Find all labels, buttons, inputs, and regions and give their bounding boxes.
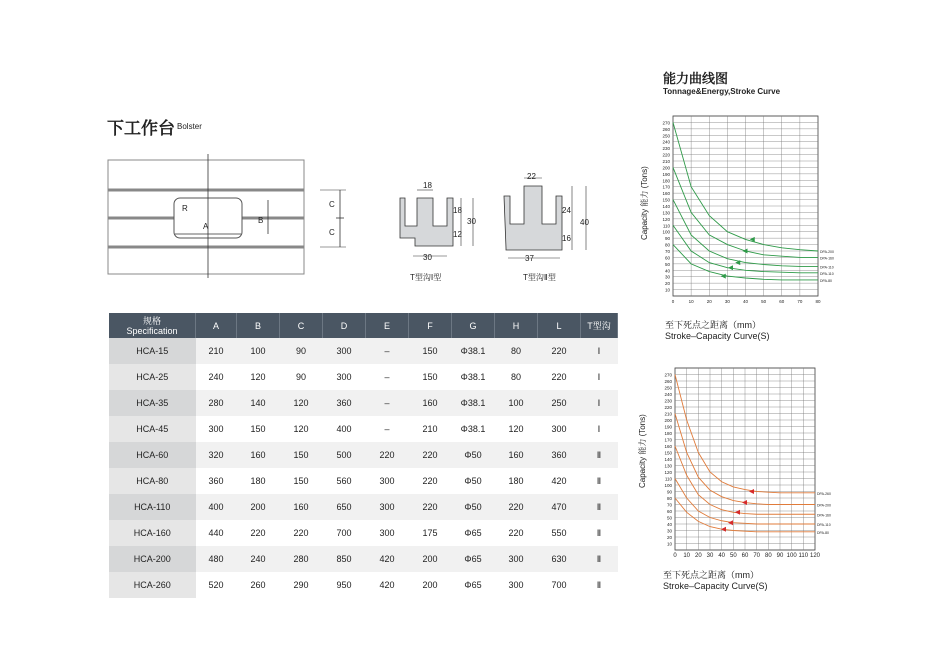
value-cell: Φ50 xyxy=(452,494,495,520)
chart2-xlabel-cn: 至下死点之距离（mm） xyxy=(663,570,759,580)
tslot2-dim-bottom: 37 xyxy=(525,254,534,263)
value-cell: 120 xyxy=(237,364,280,390)
y-tick-label: 170 xyxy=(662,184,670,190)
y-tick-label: 130 xyxy=(664,463,672,469)
value-cell: Φ50 xyxy=(452,442,495,468)
header-spec xyxy=(109,313,196,338)
x-tick-label: 30 xyxy=(706,553,714,559)
value-cell: 500 xyxy=(323,442,366,468)
y-tick-label: 160 xyxy=(664,444,672,449)
value-cell: 140 xyxy=(237,390,280,416)
value-cell: 220 xyxy=(366,442,409,468)
model-cell: HCA-200 xyxy=(109,546,196,572)
value-cell: 300 xyxy=(196,416,237,442)
x-tick-label: 30 xyxy=(724,299,730,304)
y-tick-label: 230 xyxy=(664,398,672,404)
bolster-label-a: A xyxy=(203,222,209,231)
header-c: C xyxy=(280,313,323,338)
y-tick-label: 120 xyxy=(664,470,672,475)
series-label: DPA-110 xyxy=(817,523,831,527)
table-row xyxy=(109,364,618,390)
y-tick-label: 20 xyxy=(666,535,672,540)
series-label: DPA-110 xyxy=(820,271,834,276)
model-cell: HCA-45 xyxy=(109,416,196,442)
header-h: H xyxy=(495,313,538,338)
model-cell: HCA-35 xyxy=(109,390,196,416)
tslot1-dim-bottom: 30 xyxy=(423,253,432,262)
x-tick-label: 20 xyxy=(706,299,712,304)
tslot2-dim-total: 40 xyxy=(580,218,589,227)
y-tick-label: 40 xyxy=(666,522,672,527)
y-tick-label: 250 xyxy=(662,133,670,139)
value-cell: 360 xyxy=(196,468,237,494)
value-cell: Φ65 xyxy=(452,572,495,598)
y-tick-label: 260 xyxy=(664,379,672,384)
value-cell: 220 xyxy=(495,494,538,520)
value-cell: 300 xyxy=(495,572,538,598)
series-label: DPA-260 xyxy=(817,491,831,496)
value-cell: 400 xyxy=(196,494,237,520)
value-cell: 120 xyxy=(280,416,323,442)
y-tick-label: 210 xyxy=(662,159,670,164)
tslot1-dim-h2: 12 xyxy=(453,230,462,239)
value-cell: 150 xyxy=(409,338,452,364)
tslot2-dim-h2: 16 xyxy=(562,234,571,243)
charts-title: 能力曲线图 xyxy=(663,72,729,87)
tslot1-dim-h1: 18 xyxy=(453,206,462,215)
model-cell: HCA-60 xyxy=(109,442,196,468)
green-capacity-chart xyxy=(655,108,835,308)
value-cell: Φ38.1 xyxy=(452,416,495,442)
table-row xyxy=(109,338,618,364)
value-cell: 240 xyxy=(196,364,237,390)
value-cell: Ⅱ xyxy=(581,572,618,598)
value-cell: Ⅰ xyxy=(581,338,618,364)
bolster-label-b: B xyxy=(258,216,264,225)
value-cell: 210 xyxy=(409,416,452,442)
y-tick-label: 170 xyxy=(664,437,672,443)
table-row xyxy=(109,416,618,442)
bolster-subtitle: Bolster xyxy=(177,122,202,131)
series-label: DPA-200 xyxy=(817,503,831,508)
series-label: DPA-80 xyxy=(820,278,832,283)
value-cell: 90 xyxy=(280,364,323,390)
value-cell: 470 xyxy=(538,494,581,520)
x-tick-label: 20 xyxy=(694,553,702,559)
tslot2-caption: T型沟Ⅱ型 xyxy=(523,273,556,282)
value-cell: 360 xyxy=(323,390,366,416)
value-cell: 160 xyxy=(280,494,323,520)
spec-table-body xyxy=(109,338,618,598)
value-cell: 160 xyxy=(409,390,452,416)
model-cell: HCA-160 xyxy=(109,520,196,546)
y-tick-label: 140 xyxy=(664,457,672,462)
y-tick-label: 80 xyxy=(664,242,670,248)
y-tick-label: 90 xyxy=(666,489,672,495)
y-tick-label: 190 xyxy=(662,171,670,177)
y-tick-label: 210 xyxy=(664,411,672,417)
x-tick-label: 80 xyxy=(764,553,772,559)
value-cell: 220 xyxy=(409,468,452,494)
value-cell: Ⅱ xyxy=(581,468,618,494)
table-row xyxy=(109,520,618,546)
y-tick-label: 130 xyxy=(662,210,670,216)
x-tick-label: 120 xyxy=(809,553,821,559)
table-row xyxy=(109,494,618,520)
y-tick-label: 110 xyxy=(662,223,670,229)
y-tick-label: 140 xyxy=(662,204,670,209)
value-cell: 150 xyxy=(280,468,323,494)
y-tick-label: 120 xyxy=(662,216,670,222)
value-cell: 440 xyxy=(196,520,237,546)
header-f: F xyxy=(409,313,452,338)
header-l: L xyxy=(538,313,581,338)
value-cell: 150 xyxy=(237,416,280,442)
value-cell: 950 xyxy=(323,572,366,598)
spec-table xyxy=(109,313,618,598)
y-tick-label: 200 xyxy=(662,165,670,171)
value-cell: 80 xyxy=(495,364,538,390)
x-tick-label: 10 xyxy=(683,553,691,559)
value-cell: 220 xyxy=(495,520,538,546)
x-tick-label: 40 xyxy=(742,299,749,304)
header-tslot: T型沟 xyxy=(581,313,618,338)
value-cell: 630 xyxy=(538,546,581,572)
header-b: B xyxy=(237,313,280,338)
value-cell: 280 xyxy=(196,390,237,416)
value-cell: Φ38.1 xyxy=(452,390,495,416)
y-tick-label: 200 xyxy=(664,418,672,423)
value-cell: 550 xyxy=(538,520,581,546)
x-tick-label: 100 xyxy=(786,553,797,559)
chart1-xlabel-en: Stroke–Capacity Curve(S) xyxy=(665,331,770,341)
y-tick-label: 50 xyxy=(666,515,672,521)
value-cell: Ⅱ xyxy=(581,442,618,468)
model-cell: HCA-80 xyxy=(109,468,196,494)
x-tick-label: 40 xyxy=(718,553,726,559)
value-cell: 240 xyxy=(237,546,280,572)
value-cell: Ⅰ xyxy=(581,364,618,390)
bolster-label-c-bottom: C xyxy=(329,228,335,237)
value-cell: Ⅱ xyxy=(581,520,618,546)
y-tick-label: 220 xyxy=(662,152,670,158)
value-cell: Φ38.1 xyxy=(452,364,495,390)
table-row xyxy=(109,390,618,416)
value-cell: 320 xyxy=(196,442,237,468)
series-label: DPA-160 xyxy=(820,256,834,261)
value-cell: – xyxy=(366,338,409,364)
x-tick-label: 0 xyxy=(671,299,675,304)
value-cell: 480 xyxy=(196,546,237,572)
header-g: G xyxy=(452,313,495,338)
value-cell: 300 xyxy=(366,520,409,546)
value-cell: – xyxy=(366,416,409,442)
value-cell: 290 xyxy=(280,572,323,598)
x-tick-label: 50 xyxy=(761,299,767,304)
tslot1-dim-total: 30 xyxy=(467,217,476,226)
value-cell: 220 xyxy=(280,520,323,546)
y-tick-label: 270 xyxy=(662,120,670,126)
y-tick-label: 30 xyxy=(666,528,672,534)
value-cell: Φ50 xyxy=(452,468,495,494)
series-label: DPA-80 xyxy=(817,530,829,535)
y-tick-label: 70 xyxy=(664,249,670,254)
header-spec-en: Specification xyxy=(126,325,178,336)
bolster-label-c-top: C xyxy=(329,200,335,209)
value-cell: 220 xyxy=(538,364,581,390)
x-tick-label: 50 xyxy=(729,553,737,559)
y-tick-label: 250 xyxy=(664,385,672,391)
value-cell: 200 xyxy=(409,572,452,598)
value-cell: 250 xyxy=(538,390,581,416)
series-label: DPA-160 xyxy=(817,513,831,518)
value-cell: 260 xyxy=(237,572,280,598)
value-cell: Φ65 xyxy=(452,520,495,546)
y-tick-label: 70 xyxy=(666,502,672,508)
value-cell: 210 xyxy=(196,338,237,364)
value-cell: 300 xyxy=(323,364,366,390)
x-tick-label: 0 xyxy=(673,553,677,559)
value-cell: 300 xyxy=(366,468,409,494)
chart2-ylabel: Capacity 能力 (Tons) xyxy=(638,414,647,488)
value-cell: Ⅰ xyxy=(581,416,618,442)
y-tick-label: 240 xyxy=(664,392,672,397)
value-cell: 700 xyxy=(323,520,366,546)
value-cell: 120 xyxy=(495,416,538,442)
series-label: DPA-110 xyxy=(820,265,834,270)
value-cell: 850 xyxy=(323,546,366,572)
y-tick-label: 10 xyxy=(666,541,672,547)
header-spec-cn: 规格 xyxy=(142,315,161,326)
bolster-drawing xyxy=(100,150,360,290)
value-cell: Ⅱ xyxy=(581,494,618,520)
x-tick-label: 110 xyxy=(798,553,809,559)
value-cell: 220 xyxy=(409,494,452,520)
value-cell: 160 xyxy=(495,442,538,468)
value-cell: 175 xyxy=(409,520,452,546)
chart1-xlabel xyxy=(665,320,770,342)
series-label: DPA-200 xyxy=(820,250,834,254)
value-cell: 100 xyxy=(495,390,538,416)
chart2-xlabel-en: Stroke–Capacity Curve(S) xyxy=(663,581,768,591)
y-tick-label: 90 xyxy=(664,236,670,242)
value-cell: 650 xyxy=(323,494,366,520)
value-cell: 400 xyxy=(323,416,366,442)
y-tick-label: 100 xyxy=(662,229,670,235)
x-tick-label: 60 xyxy=(741,553,749,559)
value-cell: 150 xyxy=(280,442,323,468)
model-cell: HCA-110 xyxy=(109,494,196,520)
value-cell: 180 xyxy=(495,468,538,494)
header-a: A xyxy=(196,313,237,338)
value-cell: – xyxy=(366,364,409,390)
value-cell: 700 xyxy=(538,572,581,598)
value-cell: 180 xyxy=(237,468,280,494)
x-tick-label: 70 xyxy=(797,299,803,304)
y-tick-label: 40 xyxy=(664,268,670,274)
y-tick-label: 160 xyxy=(662,191,670,197)
value-cell: 220 xyxy=(237,520,280,546)
model-cell: HCA-15 xyxy=(109,338,196,364)
spec-table-header xyxy=(109,313,618,338)
value-cell: 300 xyxy=(495,546,538,572)
table-row xyxy=(109,546,618,572)
y-tick-label: 50 xyxy=(664,261,670,267)
y-tick-label: 30 xyxy=(664,274,670,280)
x-tick-label: 10 xyxy=(688,299,694,304)
value-cell: 300 xyxy=(323,338,366,364)
table-row xyxy=(109,468,618,494)
value-cell: 420 xyxy=(538,468,581,494)
value-cell: 220 xyxy=(409,442,452,468)
x-tick-label: 70 xyxy=(753,553,761,559)
value-cell: 300 xyxy=(538,416,581,442)
value-cell: Φ65 xyxy=(452,546,495,572)
value-cell: 420 xyxy=(366,572,409,598)
y-tick-label: 230 xyxy=(662,146,670,152)
value-cell: – xyxy=(366,390,409,416)
chart1-ylabel: Capacity 能力 (Tons) xyxy=(640,166,649,240)
header-e: E xyxy=(366,313,409,338)
charts-subtitle: Tonnage&Energy,Stroke Curve xyxy=(663,87,781,96)
chart2-xlabel xyxy=(663,570,768,592)
model-cell: HCA-260 xyxy=(109,572,196,598)
y-tick-label: 150 xyxy=(664,450,672,456)
y-tick-label: 110 xyxy=(664,476,672,482)
tslot2-dim-h1: 24 xyxy=(562,206,571,215)
orange-capacity-chart xyxy=(655,360,840,566)
y-tick-label: 240 xyxy=(662,139,670,145)
value-cell: 100 xyxy=(237,338,280,364)
y-tick-label: 100 xyxy=(664,483,672,488)
x-tick-label: 90 xyxy=(776,553,784,559)
value-cell: 520 xyxy=(196,572,237,598)
value-cell: Ⅰ xyxy=(581,390,618,416)
value-cell: Φ38.1 xyxy=(452,338,495,364)
chart1-xlabel-cn: 至下死点之距离（mm） xyxy=(665,320,761,330)
y-tick-label: 20 xyxy=(664,281,670,287)
model-cell: HCA-25 xyxy=(109,364,196,390)
value-cell: Ⅱ xyxy=(581,546,618,572)
bolster-label-r: R xyxy=(182,204,188,213)
value-cell: 200 xyxy=(237,494,280,520)
bolster-title: 下工作台 xyxy=(107,119,175,139)
tslot1-dim-top: 18 xyxy=(423,181,432,190)
value-cell: 80 xyxy=(495,338,538,364)
y-tick-label: 150 xyxy=(662,197,670,203)
value-cell: 360 xyxy=(538,442,581,468)
table-row xyxy=(109,442,618,468)
y-tick-label: 80 xyxy=(666,496,672,501)
x-tick-label: 60 xyxy=(779,299,785,304)
value-cell: 160 xyxy=(237,442,280,468)
value-cell: 200 xyxy=(409,546,452,572)
x-tick-label: 80 xyxy=(815,299,821,304)
y-tick-label: 190 xyxy=(664,424,672,430)
y-tick-label: 270 xyxy=(664,372,672,378)
value-cell: 90 xyxy=(280,338,323,364)
value-cell: 220 xyxy=(538,338,581,364)
value-cell: 280 xyxy=(280,546,323,572)
value-cell: 300 xyxy=(366,494,409,520)
y-tick-label: 180 xyxy=(664,431,672,436)
value-cell: 420 xyxy=(366,546,409,572)
table-row xyxy=(109,572,618,598)
y-tick-label: 10 xyxy=(664,287,670,293)
y-tick-label: 180 xyxy=(662,178,670,184)
tslot1-caption: T型沟Ⅰ型 xyxy=(410,273,442,282)
tslot2-drawing xyxy=(500,172,605,272)
tslot2-dim-top: 22 xyxy=(527,172,536,181)
y-tick-label: 60 xyxy=(666,509,672,514)
y-tick-label: 220 xyxy=(664,405,672,410)
y-tick-label: 260 xyxy=(662,126,670,132)
value-cell: 120 xyxy=(280,390,323,416)
y-tick-label: 60 xyxy=(664,255,670,261)
value-cell: 560 xyxy=(323,468,366,494)
header-d: D xyxy=(323,313,366,338)
value-cell: 150 xyxy=(409,364,452,390)
